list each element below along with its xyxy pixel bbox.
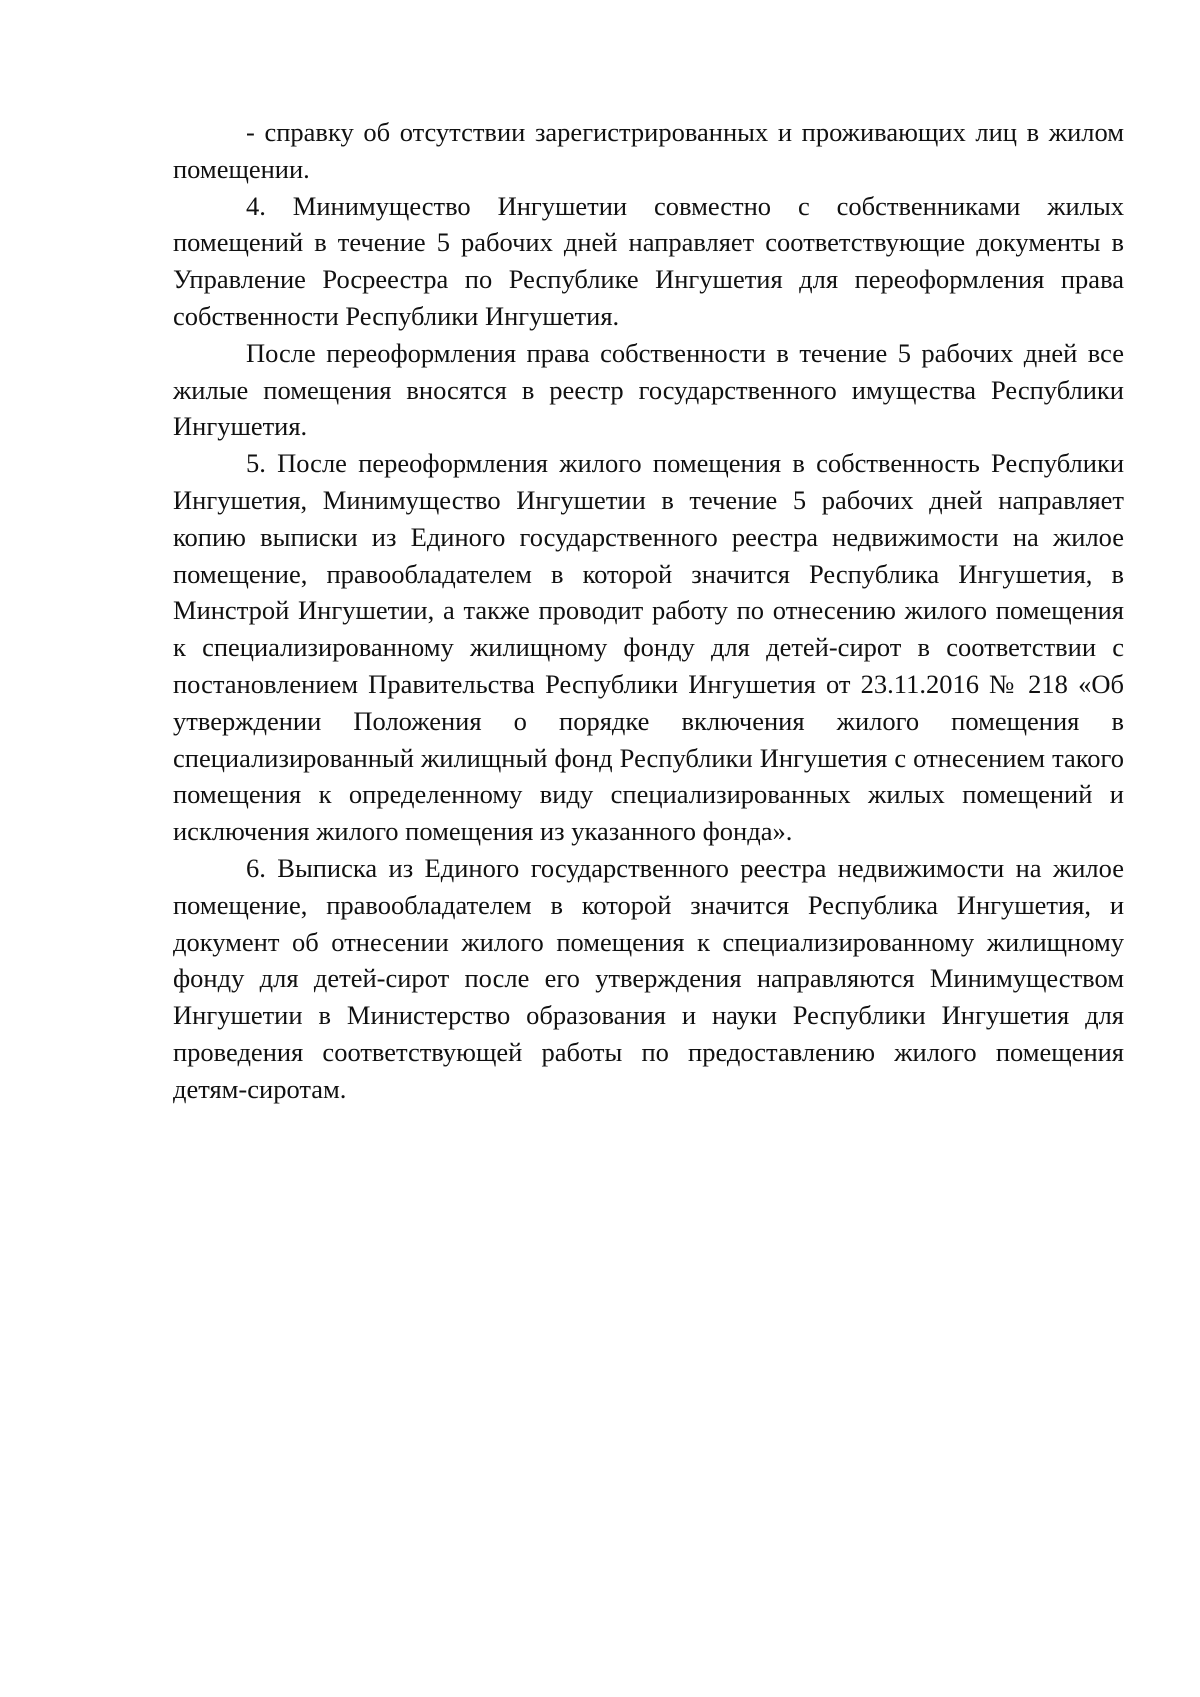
- paragraph-item-5: 5. После переоформления жилого помещения в собственность Республики Ингушетия, Минимущество Ингушетии в течение 5 рабочих дней направляет копию выписки из Единого государственного реестра недвижимости на жилое помещение, правообладателем в которой значится Республика Ингушетия, в Минстрой Ингушетии, а также проводит работу по отнесению жилого помещения к специализированному жилищному фонду для детей-сирот в соответствии с постановлением Правительства Республики Ингушетия от 23.11.2016 № 218 «Об утверждении Положения о порядке включения жилого помещения в специализированный жилищный фонд Республики Ингушетия с отнесением такого помещения к определенному виду специализированных жилых помещений и исключения жилого помещения из указанного фонда».: [173, 448, 1124, 847]
- paragraph-certificate-item: - справку об отсутствии зарегистрированных и проживающих лиц в жилом помещении.: [173, 117, 1124, 184]
- paragraph-after-reregistration: После переоформления права собственности в течение 5 рабочих дней все жилые помещения вносятся в реестр государственного имущества Республики Ингушетия.: [173, 337, 1124, 442]
- document-body: [173, 114, 1124, 1108]
- paragraph-item-6: 6. Выписка из Единого государственного реестра недвижимости на жилое помещение, правообладателем в которой значится Республика Ингушетия, и документ об отнесении жилого помещения к специализированному жилищному фонду для детей-сирот после его утверждения направляются Минимуществом Ингушетии в Министерство образования и науки Республики Ингушетия для проведения соответствующей работы по предоставлению жилого помещения детям-сиротам.: [173, 852, 1124, 1104]
- paragraph-item-4: 4. Минимущество Ингушетии совместно с собственниками жилых помещений в течение 5 рабочих дней направляет соответствующие документы в Управление Росреестра по Республике Ингушетия для переоформления права собственности Республики Ингушетия.: [173, 190, 1124, 331]
